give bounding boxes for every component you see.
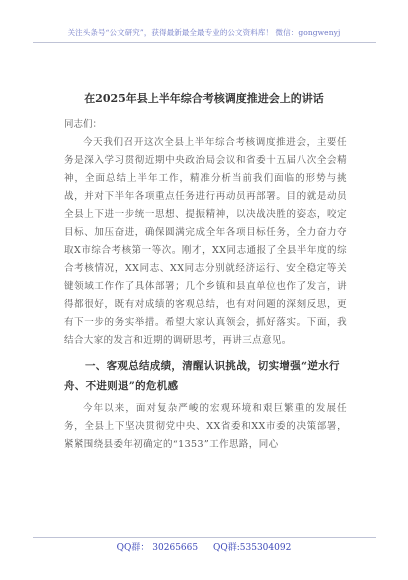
header-divider [33,42,376,43]
footer-divider [33,537,376,538]
document-body [64,134,347,454]
paragraph-section-1: 今年以来，面对复杂严峻的宏观环境和艰巨繁重的发展任务，全县上下坚决贯彻党中央、XX省委和XX市委的决策部署，紧紧围绕县委年初确定的“1353”工作思路，同心 [64,403,347,450]
paragraph-intro: 今天我们召开这次全县上半年综合考核调度推进会，主要任务是深入学习贯彻近期中央政治局会议和省委十五届八次全会精神，全面总结上半年工作，精准分析当前我们面临的形势与挑战，并对下半年各项重点任务进行再动员再部署。目的就是动员全县上下进一步统一思想、提振精神，以决战决胜的姿态，咬定目标、加压奋进，确保圆满完成全年各项目标任务，全力奋力夺取X市综合考核第一等次。刚才，XX同志通报了全县半年度的综合考核情况，XX同志、XX同志分别就经济运行、安全稳定等关键领域工作作了具体部署；几个乡镇和县直单位也作了发言，讲得都很好，既有对成绩的客观总结，也有对问题的深刻反思，更有下一步的务实举措。希望大家认真领会，抓好落实。下面，我结合大家的发言和近期的调研思考，再讲三点意见。 [64,137,347,346]
footer [0,540,408,553]
footer-qq-group-2: QQ群:535304092 [212,543,292,553]
header-notice: 关注头条号“公文研究”，获得最新最全最专业的公文资料库！ 微信：gongwenyj [67,28,341,37]
footer-qq-group-1: QQ群： 30265665 [116,543,199,553]
salutation: 同志们： [64,119,103,130]
section-heading-1: 一、客观总结成绩，清醒认识挑战，切实增强“逆水行舟、不进则退”的危机感 [64,360,340,392]
document-title: 在2025年县上半年综合考核调度推进会上的讲话 [84,92,324,105]
